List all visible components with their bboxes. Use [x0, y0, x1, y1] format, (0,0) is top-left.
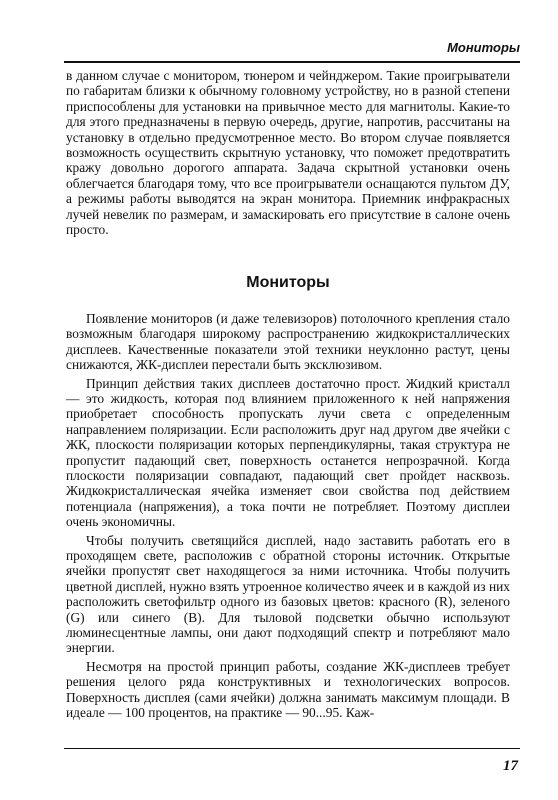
running-head: Мониторы [447, 40, 520, 55]
page-number: 17 [503, 758, 518, 774]
paragraph: Появление мониторов (и даже телевизоров) потолочного крепления стало возможным благодаря широкому распространению жидкокристаллических дисплеев. Качественные показатели этой техники неуклонно растут, цены снижаются, ЖК-дисплеи перестали быть эксклюзивом. [66, 310, 510, 373]
paragraph: Чтобы получить светящийся дисплей, надо заставить работать его в проходящем свете, расположив с обратной стороны источник. Открытые ячейки пропустят свет находящегося за ними источника. Чтобы получить цветной дисплей, нужно взять утроенное количество ячеек и в каждой из них расположить светофильтр одного из базовых цветов: красного (R), зеленого (G) или синего (B). Для тыловой подсветки обычно используют люминесцентные лампы, они дают подходящий спектр и потребляют мало энергии. [66, 532, 510, 656]
footer-rule [64, 748, 520, 749]
paragraph: в данном случае с монитором, тюнером и чейнджером. Такие проигрыватели по габаритам близки к обычному головному устройству, но в разной степени приспособлены для установки на привычное место для магнитолы. Какие-то для этого предназначены в первую очередь, другие, напротив, рассчитаны на установку в отдельно предусмотренное место. Во втором случае появляется возможность осуществить скрытную установку, что поможет предотвратить кражу довольно дорогого аппарата. Задача скрытной установки очень облегчается благодаря тому, что все проигрыватели оснащаются пультом ДУ, а режимы работы выводятся на экран монитора. Приемник инфракрасных лучей невелик по размерам, и замаскировать его присутствие в салоне очень просто. [66, 68, 510, 238]
paragraph: Несмотря на простой принцип работы, создание ЖК-дисплеев требует решения целого ряда конструктивных и технологических вопросов. Поверхность дисплея (сами ячейки) должна занимать максимум площади. В идеале — 100 процентов, на практике — 90...95. Каж- [66, 658, 510, 721]
section-title: Мониторы [246, 274, 330, 292]
page-body [66, 68, 510, 723]
header-rule [64, 61, 520, 63]
paragraph: Принцип действия таких дисплеев достаточно прост. Жидкий кристалл — это жидкость, которая под влиянием приложенного к ней напряжения приобретает способность пропускать лучи света с определенным направлением поляризации. Если расположить друг над другом две ячейки с ЖК, плоскости поляризации которых перпендикулярны, такая структура не пропустит падающий свет, поверхность останется непрозрачной. Когда плоскости поляризации совпадают, падающий свет пройдет насквозь. Жидкокристаллическая ячейка изменяет свои свойства под действием потенциала (напряжения), а тока почти не потребляет. Поэтому дисплеи очень экономичны. [66, 375, 510, 530]
